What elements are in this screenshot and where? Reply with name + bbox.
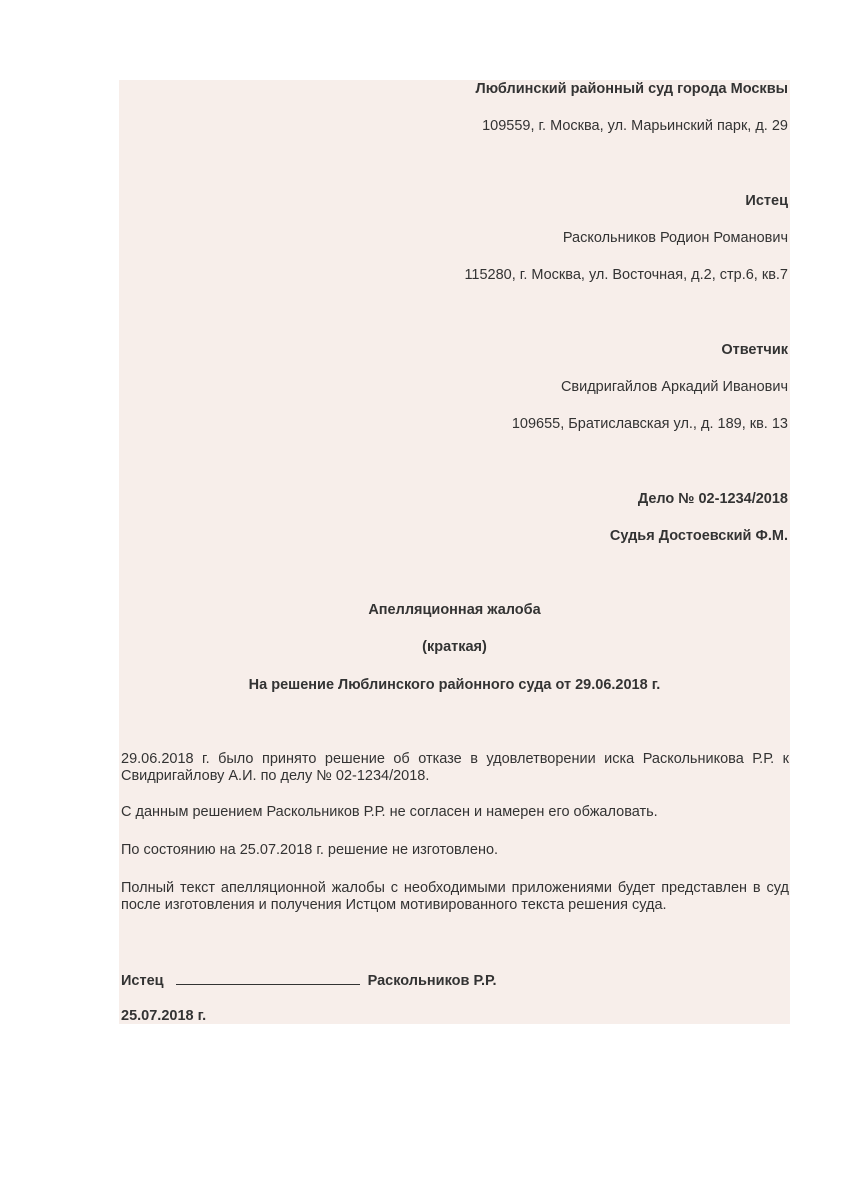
body-paragraph-4: Полный текст апелляционной жалобы с необходимыми приложениями будет представлен в суд после изготовления и получения Истцом мотивированного текста решения суда. [121,880,789,913]
court-address: 109559, г. Москва, ул. Марьинский парк, д. 29 [482,118,788,134]
defendant-address: 109655, Братиславская ул., д. 189, кв. 13 [511,416,788,432]
defendant-name: Свидригайлов Аркадий Иванович [560,379,788,395]
document-subtitle: (краткая) [422,639,487,655]
signature-date: 25.07.2018 г. [121,1008,207,1024]
signature-line [176,971,360,985]
case-number: Дело № 02-1234/2018 [637,491,788,507]
judge: Судья Достоевский Ф.М. [609,528,788,544]
document-title: Апелляционная жалоба [368,602,541,618]
body-paragraph-1: 29.06.2018 г. было принято решение об отказе в удовлетворении иска Раскольникова Р.Р. к Свидригайлову А.И. по делу № 02-1234/2018. [121,751,789,784]
document-subject: На решение Люблинского районного суда от 29.06.2018 г. [248,677,661,693]
signature-label: Истец [121,973,164,989]
signature-row [121,971,497,990]
body-paragraph-3: По состоянию на 25.07.2018 г. решение не изготовлено. [121,842,499,858]
plaintiff-label: Истец [745,193,788,209]
plaintiff-address: 115280, г. Москва, ул. Восточная, д.2, стр.6, кв.7 [464,267,788,283]
signature-name: Раскольников Р.Р. [367,973,497,989]
court-name: Люблинский районный суд города Москвы [475,81,788,97]
plaintiff-name: Раскольников Родион Романович [562,230,788,246]
body-paragraph-2: С данным решением Раскольников Р.Р. не согласен и намерен его обжаловать. [121,804,658,820]
defendant-label: Ответчик [721,342,788,358]
